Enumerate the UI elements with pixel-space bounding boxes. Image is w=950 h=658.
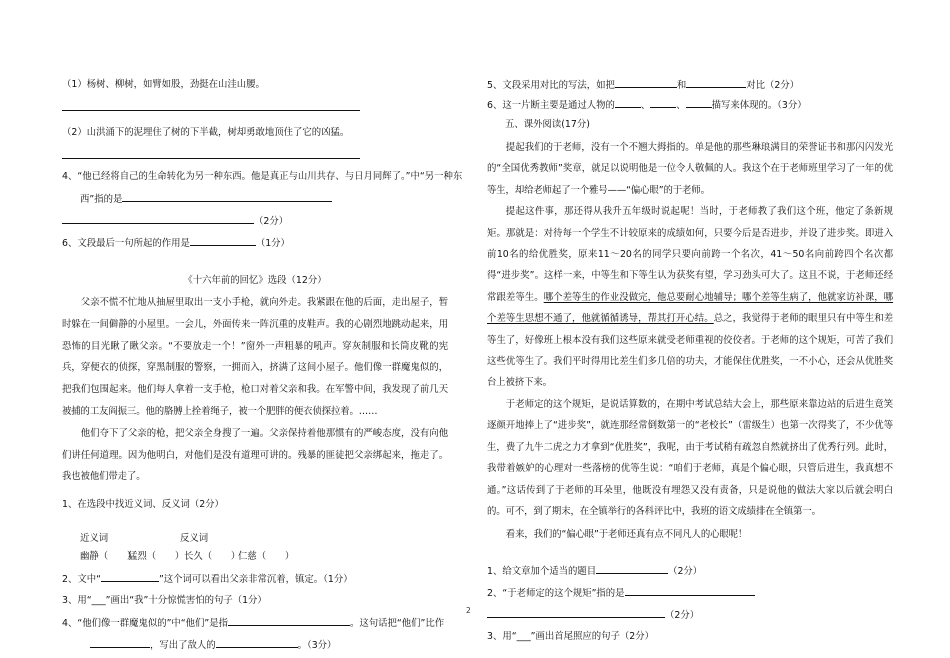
synonym-header: 近义词 — [80, 533, 109, 545]
question-5-pre: 5、文段采用对比的写法，如把 — [487, 80, 615, 91]
question-synonyms: 1、在选段中找近义词、反义词（2分） — [62, 499, 224, 511]
question-4: 4、“他已经将自己的生命转化为另一种东西。他是真正与山川共存、与日月同辉了。”中“另一种东 — [62, 171, 463, 182]
points: （1分） — [255, 238, 290, 249]
reading-q2-text: 2、“于老师定的这个规矩”指的是 — [487, 587, 625, 599]
passage-paragraph-1: 父亲不慌不忙地从抽屉里取出一支小手枪，就向外走。我紧跟在他的后面，走出屋子，暂时躲在一间僻静的小屋里。一会儿，外面传来一阵沉重的皮鞋声。我的心剧烈地跳动起来，用恐怖的目光瞅了瞅父亲。“不要放走一个！”窗外一声粗暴的吼声。穿灰制服和长筒皮靴的宪兵，穿便衣的侦探，穿黑制服的警察，一拥而入，挤满了这间小屋子。他们像一群魔鬼似的，把我们包围起来。他们每人拿着一支手枪，枪口对着父亲和我。在军警中间，我发现了前几天被捕的工友阎振三。他的胳膊上拴着绳子，被一个肥胖的便衣侦探拉着。…… — [62, 297, 448, 417]
question-4b-l2-post: ，写出了敌人的 — [150, 640, 216, 652]
question-6r-post: 描写来体现的。（3分） — [711, 100, 807, 111]
answer-blank[interactable] — [596, 562, 668, 574]
answer-blank[interactable] — [228, 614, 350, 626]
word-youjing: 幽静（ ） — [80, 551, 137, 563]
passage-paragraph-2: 他们夺下了父亲的枪，把父亲全身搜了一遍。父亲保持着他那惯有的严峻态度，没有向他们讲任何道理。因为他明白，对他们是没有道理可讲的。残暴的匪徒把父亲绑起来，拖走了。我也被他们带走了。 — [62, 427, 448, 483]
answer-blank[interactable] — [686, 76, 746, 88]
question-yangshu: （1）杨树、柳树，如臂如股，劲挺在山洼山腰。 — [62, 79, 265, 90]
answer-line-1 — [62, 96, 448, 122]
reading-question-1 — [487, 562, 893, 584]
answer-line-2 — [62, 144, 448, 164]
points: （2分） — [665, 609, 700, 621]
answer-blank[interactable] — [650, 96, 676, 108]
answer-blank[interactable] — [101, 570, 159, 582]
points: （2分） — [254, 216, 289, 227]
passage-title: 《十六年前的回忆》选段（12分） — [183, 275, 327, 286]
points: （2分） — [668, 565, 703, 577]
reading-paragraph-2 — [487, 201, 893, 394]
sep: 、 — [676, 100, 686, 111]
answer-blank[interactable] — [190, 234, 256, 246]
question-3: 3、用“___”画出“我”十分惊慌害怕的句子（1分） — [62, 595, 267, 607]
section-heading: 五、课外阅读(17分) — [505, 119, 590, 130]
right-column — [487, 76, 893, 650]
answer-blank[interactable] — [62, 144, 360, 159]
points: 。（3分） — [297, 640, 337, 652]
word-headers — [62, 530, 448, 548]
question-2-pre: 2、文中“ — [62, 574, 101, 586]
reading-question-2 — [487, 584, 893, 606]
question-4b-line2 — [62, 636, 448, 658]
question-5-post: 对比（2分） — [746, 80, 800, 91]
question-6r — [487, 96, 893, 116]
answer-blank[interactable] — [216, 636, 298, 648]
antonym-header: 反义词 — [180, 533, 209, 545]
question-4-text: 西”指的是 — [80, 194, 123, 205]
left-column — [62, 76, 463, 658]
reading-paragraph-2b: 总之，我觉得于老师的眼里只有中等生和差等生了，好像班上根本没有我们这些原来就受老师重视的佼佼者。于老师的这个规矩，可苦了我们这些优等生了。我们平时得用比差生们多几倍的功夫，才能保住优胜奖，一不小心，还会从优胜奖台上被挤下来。 — [487, 313, 893, 389]
answer-blank[interactable] — [122, 190, 332, 202]
answer-blank[interactable] — [686, 96, 712, 108]
question-shanhong: （2）山洪涌下的泥埋住了树的下半截，树却勇敢地顶住了它的凶猛。 — [62, 127, 350, 138]
word-rence: 仁慈（ ） — [238, 551, 295, 563]
question-6r-pre: 6、这一片断主要是通过人物的 — [487, 100, 615, 111]
reading-q1-text: 1、给文章加个适当的题目 — [487, 565, 597, 577]
reading-paragraph-4: 看来，我们的“偏心眼”于老师还真有点不同凡人的心眼呢！ — [505, 529, 748, 541]
answer-blank[interactable] — [625, 584, 755, 596]
reading-paragraph-3: 于老师定的这个规矩，是说话算数的，在期中考试总结大会上，那些原来靠边站的后进生竟笑逐颜开地捧上了“进步奖”，就连那经常倒数第一的“老校长”（雷级生）也第一次得奖了，不少优等生，费了九牛二虎之力才拿到“优胜奖”，我呢，由于考试稍有疏忽自然就挤出了优秀行列。此时，我带着嫉妒的心理对一些落榜的优等生说：“咱们于老师，真是个偏心眼，只管后进生，我真想不通。”这话传到了于老师的耳朵里，他既没有埋怨又没有责备，只是说他的做法大家以后就会明白的。可不，到了期末，在全镇举行的各科评比中，我班的语文成绩排在全镇第一。 — [487, 398, 893, 517]
reading-paragraph-1: 提起我们的于老师，没有一个不翘大拇指的。单是他的那些琳琅满目的荣誉证书和那闪闪发光的“全国优秀教师”奖章，就足以说明他是一位令人敬佩的人。我这个在于老师班里学习了一年的优等生，却给老师起了一个雅号——“偏心眼”的于老师。 — [487, 142, 893, 196]
answer-blank[interactable] — [90, 636, 150, 648]
answer-blank[interactable] — [615, 96, 641, 108]
underlined-sentence: 哪个差等生的作业没做完，他总要耐心地辅导；哪个差等生病了，他就家访补课，哪个差等生思想不通了，他就循循诱导，帮其打开心结。 — [487, 291, 894, 325]
question-5-and: 和 — [676, 80, 687, 91]
question-6 — [62, 234, 448, 260]
question-2-post: ”这个词可以看出父亲非常沉着，镇定。（1分） — [158, 574, 353, 586]
answer-blank[interactable] — [487, 606, 665, 618]
question-5 — [487, 76, 893, 96]
question-4-line2 — [62, 190, 448, 212]
word-row — [62, 548, 448, 570]
question-2 — [62, 570, 448, 592]
question-4-line3 — [62, 212, 448, 234]
sep: 、 — [640, 100, 651, 111]
question-4b-pre: 4、“他们像一群魔鬼似的”中“他们”是指 — [62, 618, 229, 630]
word-mengle: 猛烈（ ） — [128, 551, 185, 563]
question-4b — [62, 614, 448, 636]
reading-question-2-line2 — [487, 606, 893, 628]
answer-blank[interactable] — [62, 212, 254, 224]
question-6-text: 6、文段最后一句所起的作用是 — [62, 238, 190, 249]
word-changjiu: 长久（ ） — [184, 551, 241, 563]
question-4b-post: 。这句话把“他们”比作 — [350, 618, 445, 630]
reading-question-3: 3、用“___”画出首尾照应的句子（2分） — [487, 630, 654, 642]
reading-paragraph-2a: 提起这件事，那还得从我升五年级时说起呢！当时，于老师教了我们这个班，他定了条新规矩。那就是：对待每一个学生不计较原来的成绩如何，只要今后是否进步，并设了进步奖。即进入前10名的给优胜奖，原来11～20名的同学只要向前跨一个名次，41～50名向前跨四个名次都得“进步奖”。这样一来，中等生和下等生认为获奖有望，学习劲头可大了。这且不说，于老师还经常跟差等生。 — [487, 206, 893, 303]
answer-blank[interactable] — [615, 76, 677, 88]
answer-blank[interactable] — [62, 96, 360, 111]
page-number: 2 — [466, 606, 471, 615]
